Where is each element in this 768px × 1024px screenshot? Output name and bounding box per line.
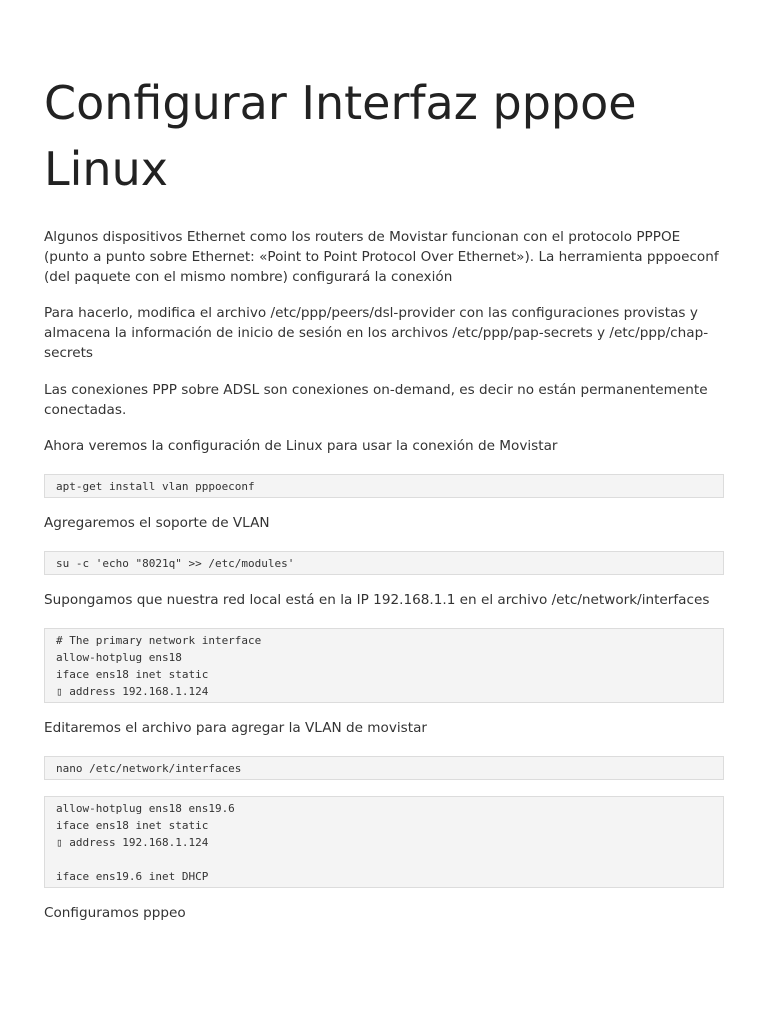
code-line: iface ens19.6 inet DHCP [56, 869, 209, 883]
paragraph-local-network: Supongamos que nuestra red local está en la IP 192.168.1.1 en el archivo /etc/network/interfaces [44, 591, 710, 608]
code-block-install [44, 474, 724, 498]
paragraph-edit-file: Editaremos el archivo para agregar la VLAN de movistar [44, 719, 428, 736]
paragraph-vlan-support: Agregaremos el soporte de VLAN [44, 515, 270, 532]
code-line: ▯ address 192.168.1.124 [56, 835, 209, 849]
code-line: apt-get install vlan pppoeconf [56, 480, 255, 494]
code-block-modules [44, 551, 724, 575]
paragraph-configure-pppoe: Configuramos pppeo [44, 904, 186, 921]
page-title: Configurar Interfaz pppoe Linux [44, 76, 637, 196]
paragraph-config-files: Para hacerlo, modifica el archivo /etc/ppp/peers/dsl-provider con las configuraciones provistas y almacena la información de inicio de sesión en los archivos /etc/ppp/pap-secrets y /etc/ppp/chap-secrets [44, 305, 709, 361]
article [44, 70, 724, 940]
code-line [56, 851, 712, 868]
code-line: # The primary network interface [56, 633, 262, 647]
code-line: allow-hotplug ens18 [56, 650, 182, 664]
paragraph-movistar-config: Ahora veremos la configuración de Linux para usar la conexión de Movistar [44, 438, 558, 455]
code-block-interfaces [44, 628, 724, 703]
paragraph-intro: Algunos dispositivos Ethernet como los routers de Movistar funcionan con el protocolo PPPOE (punto a punto sobre Ethernet: «Point to Point Protocol Over Ethernet»). La herramienta pppoeconf (del paquete con el mismo nombre) configurará la conexión [44, 229, 719, 285]
code-line: su -c 'echo "8021q" >> /etc/modules' [56, 556, 295, 570]
code-line: allow-hotplug ens18 ens19.6 [56, 801, 235, 815]
code-line: nano /etc/network/interfaces [56, 761, 242, 775]
code-line: iface ens18 inet static [56, 667, 209, 681]
paragraph-on-demand: Las conexiones PPP sobre ADSL son conexiones on-demand, es decir no están permanentemente conectadas. [44, 381, 708, 418]
code-line: iface ens18 inet static [56, 818, 209, 832]
code-line: ▯ address 192.168.1.124 [56, 684, 209, 698]
code-block-nano [44, 756, 724, 780]
code-block-vlan-interfaces [44, 796, 724, 888]
